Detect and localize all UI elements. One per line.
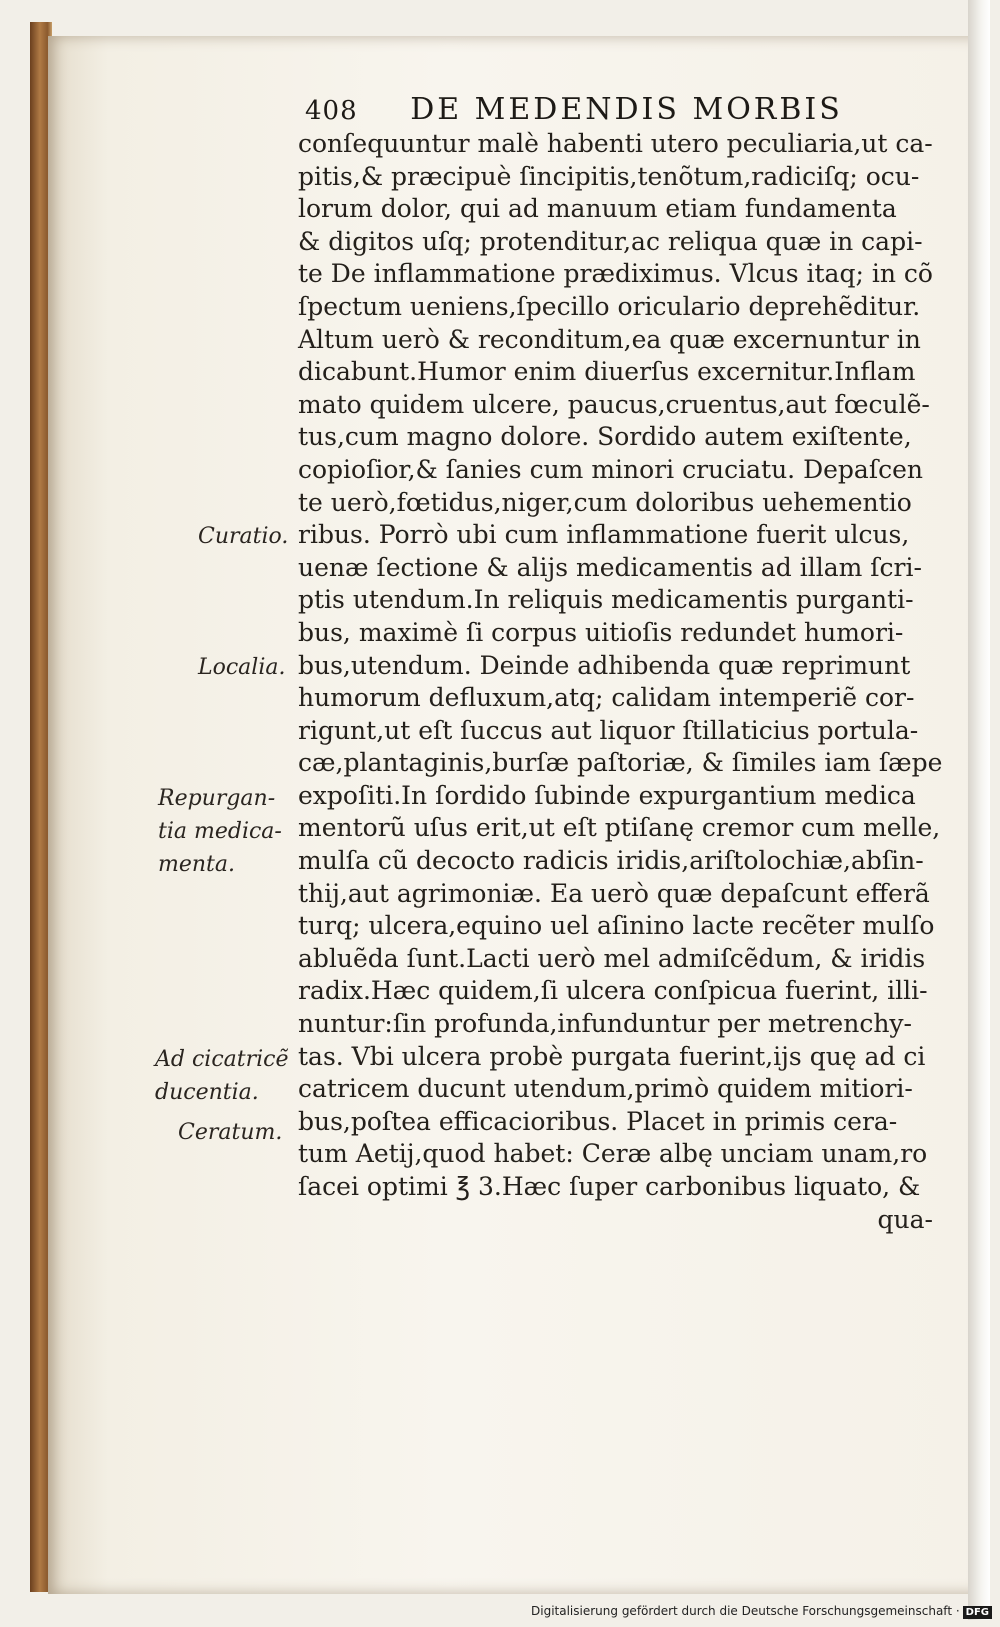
- text-line: humorum defluxum,atq; calidam intemperiẽ cor-: [298, 683, 915, 713]
- text-line: mulſa cũ decocto radicis iridis,ariſtolochiæ,abſin-: [298, 846, 924, 876]
- text-line: Altum uerò & reconditum,ea quæ excernuntur in: [298, 324, 921, 354]
- text-line: & digitos uſq; protenditur,ac reliqua quæ in capi-: [298, 226, 923, 256]
- text-line: bus,poſtea efficacioribus. Placet in primis cera-: [298, 1106, 898, 1136]
- text-line: lorum dolor, qui ad manuum etiam fundamenta: [298, 194, 897, 224]
- dfg-logo: DFG: [963, 1606, 992, 1619]
- body-text: [298, 128, 943, 1236]
- text-line: ribus. Porrò ubi cum inflammatione fuerit ulcus,: [298, 520, 910, 550]
- text-line: bus,utendum. Deinde adhibenda quæ reprimunt: [298, 650, 911, 680]
- text-line: te De inflammatione prædiximus. Vlcus itaq; in cõ: [298, 259, 933, 289]
- text-line: copioſior,& ſanies cum minori cruciatu. Depaſcen: [298, 454, 923, 484]
- text-line: pitis,& præcipuè ſincipitis,tenõtum,radiciſq; ocu-: [298, 161, 920, 191]
- page-number: 408: [305, 96, 358, 126]
- text-line: ſpectum ueniens,ſpecillo oriculario deprehẽditur.: [298, 291, 921, 321]
- credit-text: Digitalisierung gefördert durch die Deutsche Forschungsgemeinschaft ·: [531, 1604, 960, 1618]
- text-line: conſequuntur malè habenti utero peculiaria,ut ca-: [298, 129, 933, 158]
- text-line: mato quidem ulcere, paucus,cruentus,aut fœculẽ-: [298, 389, 930, 419]
- page-edge: [968, 0, 990, 1620]
- text-line: ſacei optimi ℥ 3.Hæc ſuper carbonibus liquato, &: [298, 1172, 921, 1201]
- marginal-note-localia: Localia.: [198, 655, 286, 680]
- digitization-credit: [531, 1604, 992, 1619]
- text-line: abluẽda ſunt.Lacti uerò mel admiſcẽdum, & iridis: [298, 943, 926, 973]
- marginal-note-cicatrices: ducentia.: [155, 1080, 259, 1105]
- marginal-note-repurgantia: tia medica-: [158, 819, 282, 844]
- text-line: ptis utendum.In reliquis medicamentis purganti-: [298, 585, 914, 615]
- marginal-note-cicatrices: Ad cicatricẽ: [155, 1047, 289, 1072]
- marginal-note-curatio: Curatio.: [198, 524, 289, 549]
- text-line: te uerò,fœtidus,niger,cum doloribus uehementio: [298, 487, 912, 517]
- text-line: cæ,plantaginis,burſæ paſtoriæ, & ſimiles iam ſæpe: [298, 748, 943, 778]
- marginal-note-repurgantia: menta.: [158, 852, 235, 877]
- running-title: DE MEDENDIS MORBIS: [410, 92, 843, 127]
- text-line: thij,aut agrimoniæ. Ea uerò quæ depaſcunt efferã: [298, 878, 930, 908]
- text-line: tus,cum magno dolore. Sordido autem exiſtente,: [298, 422, 912, 452]
- text-line: bus, maximè ſi corpus uitioſis redundet humori-: [298, 617, 904, 647]
- text-line: dicabunt.Humor enim diuerſus excernitur.Inflam: [298, 357, 916, 387]
- text-line: expoſiti.In ſordido ſubinde expurgantium medica: [298, 780, 916, 810]
- text-line: tum Aetij,quod habet: Ceræ albę unciam unam,ro: [298, 1139, 928, 1169]
- running-header: [305, 92, 865, 127]
- text-line: mentorũ uſus erit,ut eſt ptiſanę cremor cum melle,: [298, 813, 941, 843]
- marginal-note-ceratum: Ceratum.: [178, 1120, 283, 1145]
- marginal-note-repurgantia: Repurgan-: [158, 786, 276, 811]
- text-line: catricem ducunt utendum,primò quidem mitiori-: [298, 1074, 913, 1104]
- text-line: radix.Hæc quidem,ſi ulcera conſpicua fuerint, illi-: [298, 976, 928, 1006]
- text-line: nuntur:ſin profunda,infunduntur per metrenchy-: [298, 1009, 913, 1039]
- text-line: tas. Vbi ulcera probè purgata fuerint,ijs quę ad ci: [298, 1041, 926, 1071]
- text-line: rigunt,ut eſt ſuccus aut liquor ſtillaticius portula-: [298, 715, 919, 745]
- catchword: qua-: [877, 1204, 933, 1234]
- text-line: turq; ulcera,equino uel aſinino lacte recẽter mulſo: [298, 911, 935, 941]
- text-line: uenæ ſectione & alijs medicamentis ad illam ſcri-: [298, 552, 922, 582]
